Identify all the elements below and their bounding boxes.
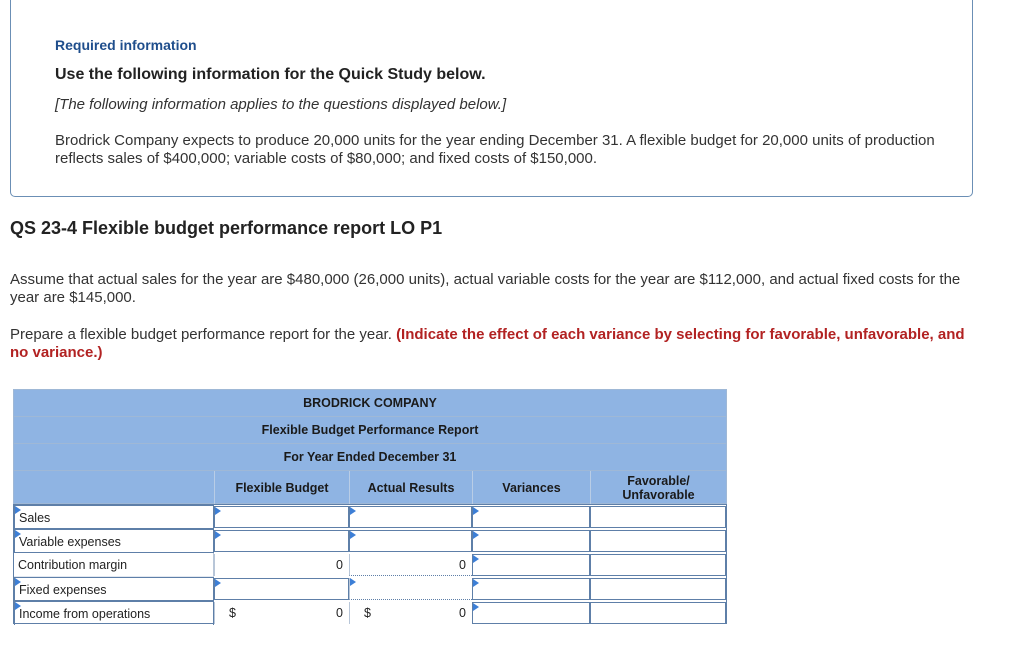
info-body: Brodrick Company expects to produce 20,000 units for the year ending December 31. A flexible budget for 20,000 units of production reflects sales of $400,000; variable costs of $80,000; and fixed costs of $150,000. bbox=[55, 132, 935, 167]
input-marker-icon bbox=[473, 579, 479, 587]
row-variable-expenses bbox=[14, 529, 726, 553]
input-marker-icon bbox=[473, 531, 479, 539]
column-header-row bbox=[13, 470, 727, 504]
row-label-contribution: Contribution margin bbox=[14, 553, 214, 577]
question-prompt bbox=[10, 326, 970, 362]
fixed-fav-unfav-select[interactable] bbox=[590, 578, 726, 600]
input-marker-icon bbox=[473, 603, 479, 611]
input-marker-icon bbox=[473, 507, 479, 515]
input-marker-icon bbox=[350, 507, 356, 515]
sales-fav-unfav-select[interactable] bbox=[590, 506, 726, 528]
prompt-text: Prepare a flexible budget performance report for the year. bbox=[10, 326, 392, 343]
report-period: For Year Ended December 31 bbox=[13, 443, 727, 470]
sales-variance-input[interactable] bbox=[472, 506, 590, 528]
contribution-fav-unfav-select[interactable] bbox=[590, 554, 726, 576]
income-variance-input[interactable] bbox=[472, 602, 590, 624]
col-favorable-unfavorable: Favorable/ Unfavorable bbox=[590, 471, 726, 505]
input-marker-icon bbox=[15, 506, 21, 514]
fixed-variance-input[interactable] bbox=[472, 578, 590, 600]
performance-report-table bbox=[13, 389, 727, 624]
variable-variance-input[interactable] bbox=[472, 530, 590, 552]
income-fav-unfav-select[interactable] bbox=[590, 602, 726, 624]
row-label-sales[interactable]: Sales bbox=[14, 505, 214, 529]
contribution-flexible-value: 0 bbox=[214, 554, 349, 576]
report-body bbox=[13, 504, 727, 624]
input-marker-icon bbox=[15, 602, 21, 610]
variable-actual-input[interactable] bbox=[349, 530, 472, 552]
col-variances: Variances bbox=[472, 471, 590, 505]
prompt-instruction: (Indicate the effect of each variance by selecting for favorable, unfavorable, and no variance.) bbox=[10, 326, 965, 361]
income-actual-value: $ 0 bbox=[349, 602, 472, 624]
col-flexible-budget: Flexible Budget bbox=[214, 471, 349, 505]
report-title: Flexible Budget Performance Report bbox=[13, 416, 727, 443]
variable-fav-unfav-select[interactable] bbox=[590, 530, 726, 552]
row-income-from-operations bbox=[14, 601, 726, 625]
input-marker-icon bbox=[350, 531, 356, 539]
fixed-flexible-input[interactable] bbox=[214, 578, 349, 600]
col-actual-results: Actual Results bbox=[349, 471, 472, 505]
sales-flexible-input[interactable] bbox=[214, 506, 349, 528]
row-label-income[interactable]: Income from operations bbox=[14, 601, 214, 625]
input-marker-icon bbox=[215, 507, 221, 515]
report-company: BRODRICK COMPANY bbox=[13, 389, 727, 416]
info-note: [The following information applies to the questions displayed below.] bbox=[55, 96, 507, 113]
input-marker-icon bbox=[15, 578, 21, 586]
input-marker-icon bbox=[15, 530, 21, 538]
input-marker-icon bbox=[215, 531, 221, 539]
row-label-variable[interactable]: Variable expenses bbox=[14, 529, 214, 553]
income-flexible-value: $ 0 bbox=[214, 602, 349, 624]
row-fixed-expenses bbox=[14, 577, 726, 601]
question-title: QS 23-4 Flexible budget performance report LO P1 bbox=[10, 218, 443, 238]
input-marker-icon bbox=[215, 579, 221, 587]
variable-flexible-input[interactable] bbox=[214, 530, 349, 552]
input-marker-icon bbox=[473, 555, 479, 563]
info-heading: Use the following information for the Quick Study below. bbox=[55, 66, 486, 83]
row-sales bbox=[14, 505, 726, 529]
question-assumptions: Assume that actual sales for the year are $480,000 (26,000 units), actual variable costs for the year are $112,000, and actual fixed costs for the year are $145,000. bbox=[10, 271, 961, 306]
row-contribution-margin bbox=[14, 553, 726, 577]
input-marker-icon bbox=[350, 578, 356, 586]
required-info-title: Required information bbox=[55, 37, 197, 53]
sales-actual-input[interactable] bbox=[349, 506, 472, 528]
fixed-actual-input[interactable] bbox=[349, 578, 472, 600]
contribution-variance-input[interactable] bbox=[472, 554, 590, 576]
contribution-actual-value: 0 bbox=[349, 554, 472, 576]
row-label-fixed[interactable]: Fixed expenses bbox=[14, 577, 214, 601]
